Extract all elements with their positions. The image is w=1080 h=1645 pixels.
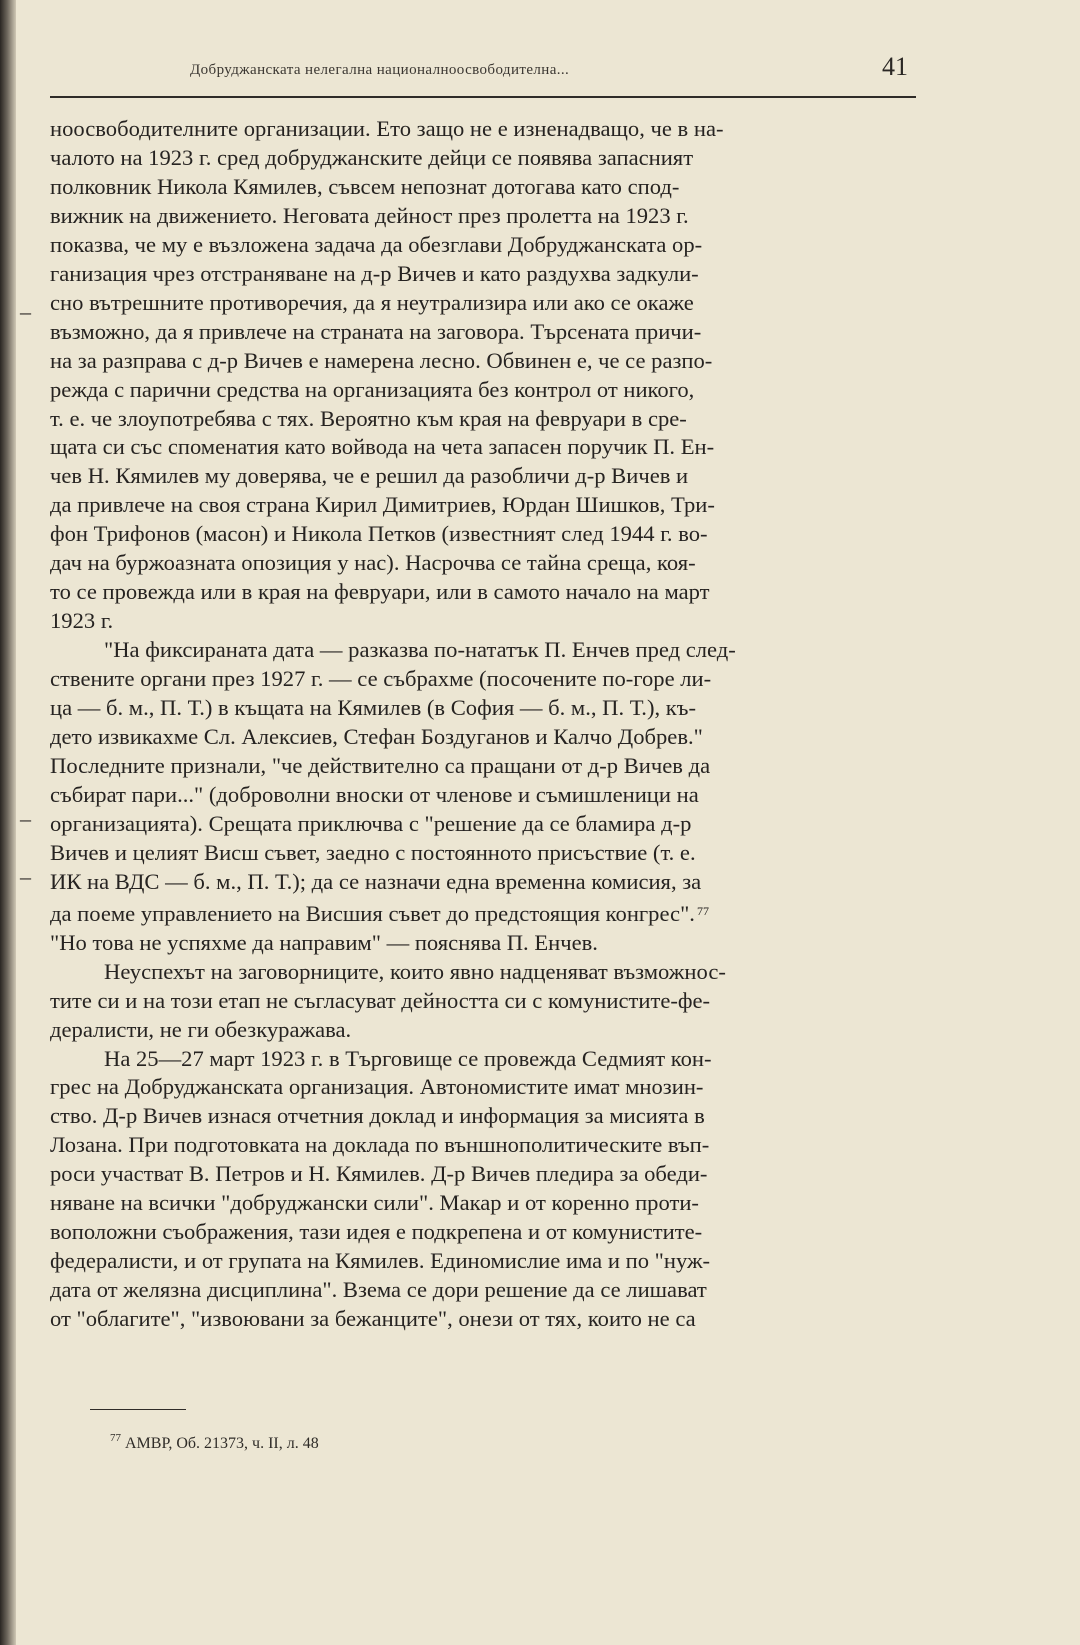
text-line: щата си със споменатия като войвода на чета запасен поручик П. Ен- — [50, 434, 715, 460]
text-line: воположни съображения, тази идея е подкрепена и от комунистите- — [50, 1219, 703, 1245]
margin-pencil-mark: – — [20, 806, 31, 831]
text-line: от "облагите", "извоювани за бежанците", онези от тях, които не са — [50, 1306, 696, 1332]
footnote-number: 77 — [110, 1432, 121, 1444]
text-line: режда с парични средства на организацията без контрол от никого, — [50, 376, 695, 402]
text-line: ганизация чрез отстраняване на д-р Вичев и като раздухва задкули- — [50, 260, 699, 286]
text-line: 1923 г. — [50, 608, 114, 634]
footnote-reference: 77 — [696, 903, 709, 918]
book-binding-edge — [0, 0, 16, 1645]
body-text — [50, 115, 916, 1334]
text-line-content: да поеме управлението на Висшия съвет до предстоящия конгрес". — [50, 900, 695, 926]
text-line: дето извикахме Сл. Алексиев, Стефан Боздуганов и Калчо Добрев." — [50, 724, 703, 750]
text-line: "На фиксираната дата — разказва по-нататък П. Енчев пред след- — [104, 637, 736, 663]
text-line: На 25—27 март 1923 г. в Търговище се провежда Седмият кон- — [104, 1045, 712, 1071]
text-line — [50, 897, 916, 929]
text-line: грес на Добруджанската организация. Автономистите имат мнозин- — [50, 1074, 704, 1100]
page-header — [50, 50, 916, 98]
text-line: дералисти, не ги обезкуражава. — [50, 1016, 352, 1042]
text-line: чалото на 1923 г. сред добруджанските дейци се появява запасният — [50, 144, 694, 170]
text-line: чев Н. Кямилев му доверява, че е решил да разобличи д-р Вичев и — [50, 463, 689, 489]
text-line: Лозана. При подготовката на доклада по външнополитическите въп- — [50, 1132, 710, 1158]
text-line: възможно, да я привлече на страната на заговора. Търсената причи- — [50, 318, 702, 344]
margin-pencil-mark: – — [20, 299, 31, 324]
text-line: на за разправа с д-р Вичев е намерена лесно. Обвинен е, че се разпо- — [50, 347, 713, 373]
text-line: фон Трифонов (масон) и Никола Петков (известният след 1944 г. во- — [50, 521, 708, 547]
text-line: т. е. че злоупотребява с тях. Вероятно към края на февруари в сре- — [50, 405, 687, 431]
text-line: тите си и на този етап не съгласуват дейността си с комунистите-фе- — [50, 987, 711, 1013]
text-line: събират пари..." (доброволни вноски от членове и съмишленици на — [50, 781, 699, 807]
text-line: Неуспехът на заговорниците, които явно надценяват възможнос- — [104, 958, 726, 984]
text-line: да привлече на своя страна Кирил Димитриев, Юрдан Шишков, Три- — [50, 492, 715, 518]
text-line: вижник на движението. Неговата дейност през пролетта на 1923 г. — [50, 202, 689, 228]
text-line: показва, че му е възложена задача да обезглави Добруджанската ор- — [50, 231, 703, 257]
text-line: "Но това не успяхме да направим" — пояснява П. Енчев. — [50, 929, 598, 955]
text-line: дач на буржоазната опозиция у нас). Насрочва се тайна среща, коя- — [50, 550, 696, 576]
text-line: ца — б. м., П. Т.) в къщата на Кямилев (в София — б. м., П. Т.), къ- — [50, 695, 696, 721]
text-line: роси участват В. Петров и Н. Кямилев. Д-р Вичев пледира за обеди- — [50, 1161, 708, 1187]
text-line: ствените органи през 1927 г. — се събрахме (посочените по-горе ли- — [50, 666, 712, 692]
text-line: то се провежда или в края на февруари, или в самото начало на март — [50, 579, 710, 605]
text-line: ноосвободителните организации. Ето защо не е изненадващо, че в на- — [50, 116, 724, 141]
text-line: организацията). Срещата приключва с "решение да се бламира д-р — [50, 810, 692, 836]
page-number: 41 — [882, 52, 908, 81]
footnote-text: АМВР, Об. 21373, ч. II, л. 48 — [125, 1435, 319, 1452]
text-line: федералисти, и от групата на Кямилев. Единомислие има и по "нуж- — [50, 1248, 711, 1274]
text-line: полковник Никола Кямилев, съвсем непознат дотогава като спод- — [50, 173, 680, 199]
text-line: Последните признали, "че действително са пращани от д-р Вичев да — [50, 752, 711, 778]
margin-pencil-mark: – — [20, 864, 31, 889]
text-line: ство. Д-р Вичев изнася отчетния доклад и информация за мисията в — [50, 1103, 705, 1129]
text-line: няване на всички "добруджански сили". Макар и от коренно проти- — [50, 1190, 699, 1216]
text-line: дата от желязна дисциплина". Взема се дори решение да се лишават — [50, 1277, 707, 1303]
footnote-rule — [90, 1409, 186, 1410]
text-line: Вичев и целият Висш съвет, заедно с постоянното присъствие (т. е. — [50, 839, 696, 865]
text-line: сно вътрешните противоречия, да я неутрализира или ако се окаже — [50, 289, 694, 315]
running-title: Добруджанската нелегална националноосвободителна... — [190, 62, 570, 78]
text-line: ИК на ВДС — б. м., П. Т.); да се назначи една временна комисия, за — [50, 868, 702, 894]
footnote — [110, 1432, 319, 1453]
